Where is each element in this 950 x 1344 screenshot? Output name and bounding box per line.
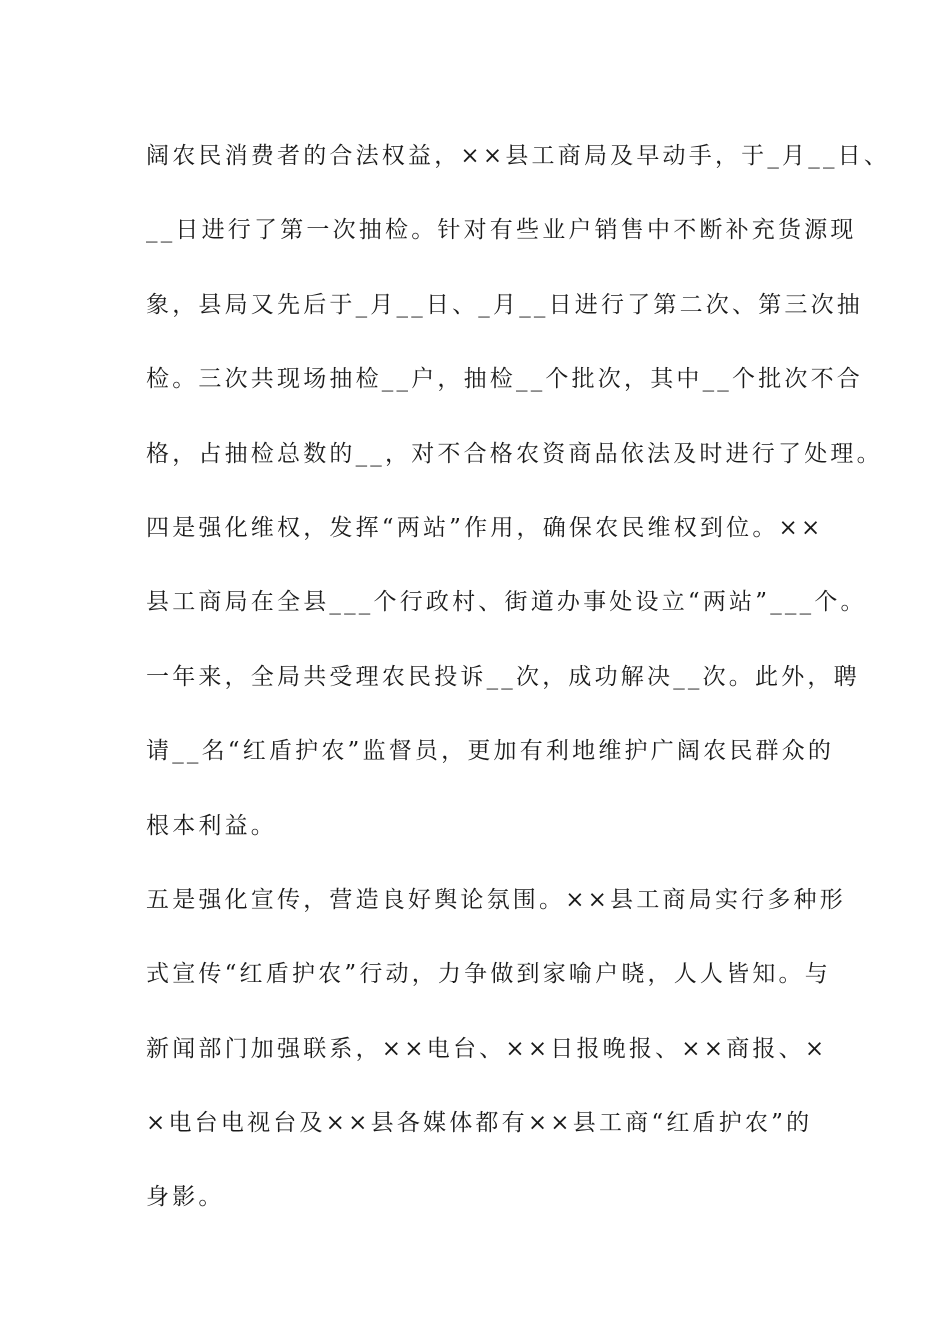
text-line: 县工商局在全县___个行政村、街道办事处设立“两站”___个。 [146,589,867,616]
text-line: 根本利益。 [146,812,277,839]
text-line: 一年来，全局共受理农民投诉__次，成功解决__次。此外，聘 [146,663,860,690]
text-line: 检。三次共现场抽检__户，抽检__个批次，其中__个批次不合 [146,366,863,393]
text-line: 身影。 [146,1184,225,1211]
text-line: 阔农民消费者的合法权益，××县工商局及早动手，于_月__日、 [146,143,891,169]
text-line: 请__名“红盾护农”监督员，更加有利地维护广阔农民群众的 [146,738,835,765]
text-line: 五是强化宣传，营造良好舆论氛围。××县工商局实行多种形 [146,886,846,913]
text-line: __日进行了第一次抽检。针对有些业户销售中不断补充货源现 [146,217,857,244]
text-line: 新闻部门加强联系，××电台、××日报晚报、××商报、× [146,1035,828,1062]
text-line: 式宣传“红盾护农”行动，力争做到家喻户晓，人人皆知。与 [146,961,831,988]
text-line: ×电台电视台及××县各媒体都有××县工商“红盾护农”的 [146,1110,813,1137]
text-line: 格，占抽检总数的__，对不合格农资商品依法及时进行了处理。 [146,440,883,467]
body-text [146,126,891,1242]
text-line: 四是强化维权，发挥“两站”作用，确保农民维权到位。×× [146,514,824,541]
text-line: 象，县局又先后于_月__日、_月__日进行了第二次、第三次抽 [146,291,863,318]
